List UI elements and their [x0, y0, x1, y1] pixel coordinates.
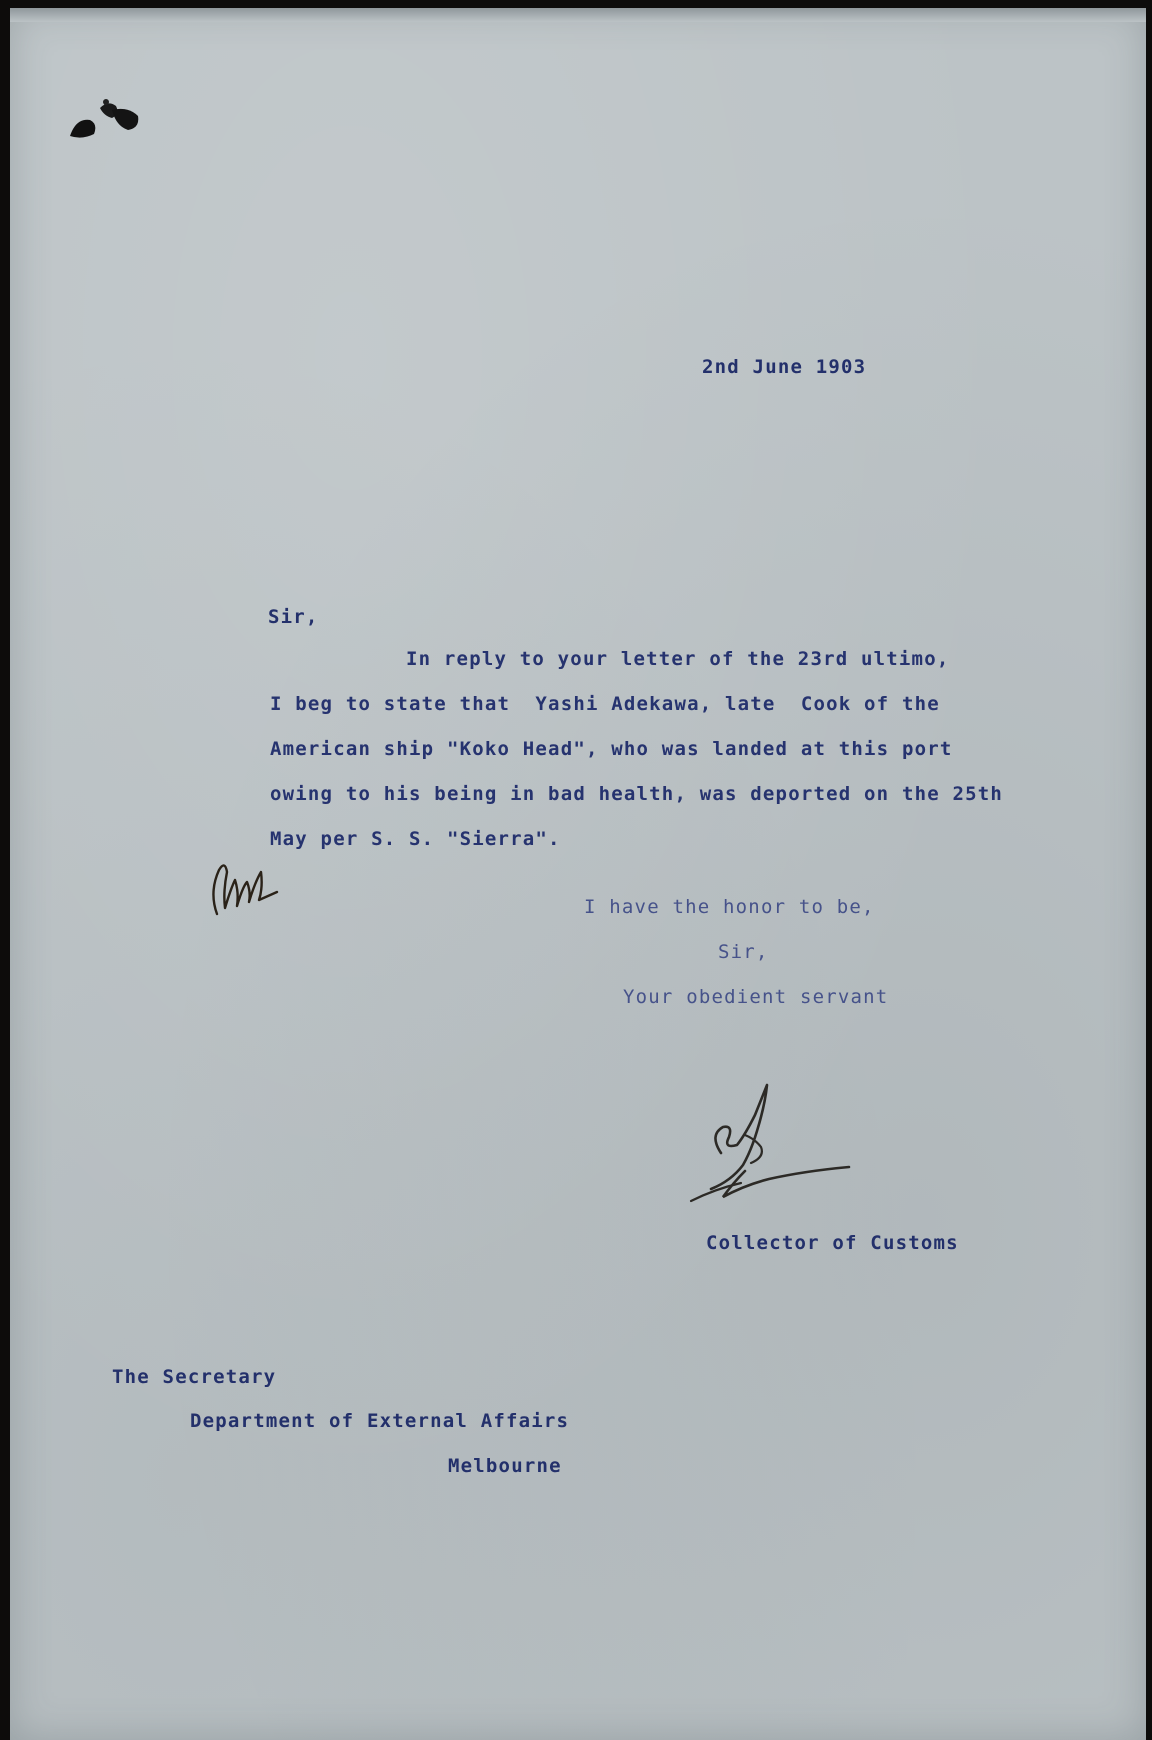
- closing-line-3: Your obedient servant: [623, 986, 889, 1008]
- addressee-line-3: Melbourne: [448, 1455, 562, 1477]
- body-line: May per S. S. "Sierra".: [270, 828, 561, 850]
- signatory-title: Collector of Customs: [706, 1232, 959, 1254]
- addressee-line-1: The Secretary: [112, 1366, 277, 1388]
- sheet-top-edge: [10, 8, 1146, 22]
- closing-line-1: I have the honor to be,: [584, 896, 875, 918]
- letter-body: [270, 648, 1003, 873]
- letter-sheet: [10, 8, 1146, 1740]
- body-line: In reply to your letter of the 23rd ultimo,: [406, 648, 950, 670]
- body-line: American ship "Koko Head", who was landed at this port: [270, 738, 953, 760]
- addressee-line-2: Department of External Affairs: [190, 1410, 570, 1432]
- handwritten-initials: [205, 852, 285, 922]
- ink-blot: [68, 96, 148, 142]
- salutation: Sir,: [268, 606, 319, 628]
- letter-date: 2nd June 1903: [702, 356, 867, 378]
- body-line: owing to his being in bad health, was deported on the 25th: [270, 783, 1004, 805]
- signature: [685, 1075, 855, 1215]
- body-line: I beg to state that Yashi Adekawa, late Cook of the: [270, 693, 940, 715]
- closing-line-2: Sir,: [718, 941, 769, 963]
